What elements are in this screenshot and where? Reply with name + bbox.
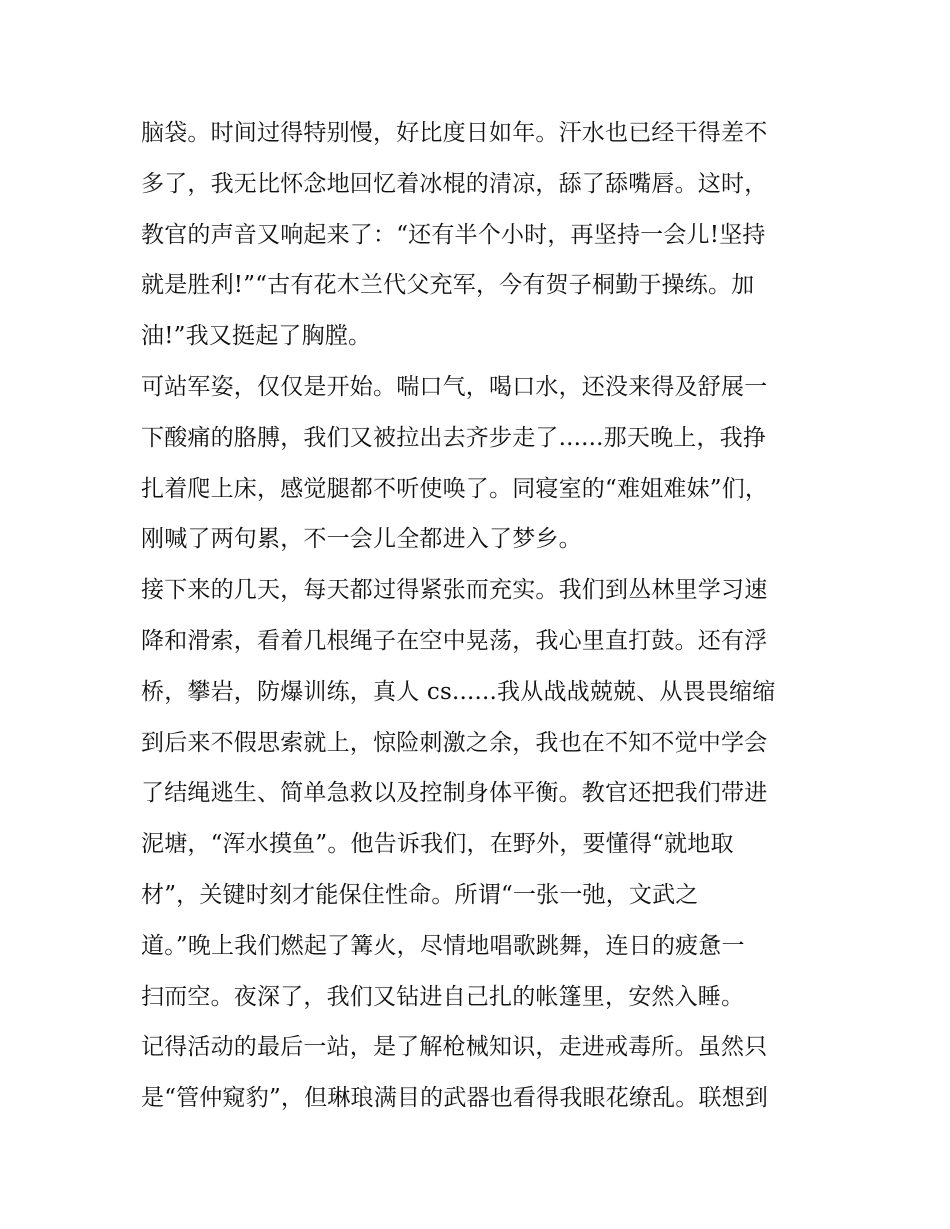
- text-line: 脑袋。时间过得特别慢，好比度日如年。汗水也已经干得差不: [141, 120, 768, 146]
- text-line: 道。”晚上我们燃起了篝火，尽情地唱歌跳舞，连日的疲惫一: [141, 932, 745, 959]
- text-line: 刚喊了两句累，不一会儿全都进入了梦乡。: [141, 526, 582, 553]
- text-line: 教官的声音又响起来了：“还有半个小时，再坚持一会儿!坚持: [141, 221, 766, 248]
- text-line: 到后来不假思索就上，惊险刺激之余，我也在不知不觉中学会: [141, 729, 768, 756]
- text-line: 油!”我又挺起了胸膛。: [141, 323, 372, 350]
- text-line: 就是胜利!”“古有花木兰代父充军，今有贺子桐勤于操练。加: [141, 272, 755, 299]
- text-line: 桥，攀岩，防爆训练，真人 cs......我从战战兢兢、从畏畏缩缩: [141, 678, 776, 705]
- text-line: 扎着爬上床，感觉腿都不听使唤了。同寝室的“难姐难妹”们，: [141, 475, 769, 502]
- text-line: 接下来的几天，每天都过得紧张而充实。我们到丛林里学习速: [141, 577, 768, 604]
- text-line: 是“管仲窥豹”，但琳琅满目的武器也看得我眼花缭乱。联想到: [141, 1085, 769, 1112]
- text-line: 扫而空。夜深了，我们又钻进自己扎的帐篷里，安然入睡。: [141, 983, 745, 1010]
- text-line: 材”，关键时刻才能保住性命。所谓“一张一弛，文武之: [141, 881, 699, 908]
- text-line: 泥塘，“浑水摸鱼”。他告诉我们，在野外，要懂得“就地取: [141, 831, 734, 858]
- text-line: 下酸痛的胳膊，我们又被拉出去齐步走了......那天晚上，我挣: [141, 424, 767, 451]
- text-line: 记得活动的最后一站，是了解枪械知识，走进戒毒所。虽然只: [141, 1034, 768, 1061]
- text-line: 了结绳逃生、简单急救以及控制身体平衡。教官还把我们带进: [141, 780, 768, 807]
- text-line: 降和滑索，看着几根绳子在空中晃荡，我心里直打鼓。还有浮: [141, 627, 768, 654]
- text-line: 可站军姿，仅仅是开始。喘口气，喝口水，还没来得及舒展一: [141, 373, 768, 400]
- text-line: 多了，我无比怀念地回忆着冰棍的清凉，舔了舔嘴唇。这时，: [141, 170, 768, 197]
- document-body: [141, 108, 841, 1124]
